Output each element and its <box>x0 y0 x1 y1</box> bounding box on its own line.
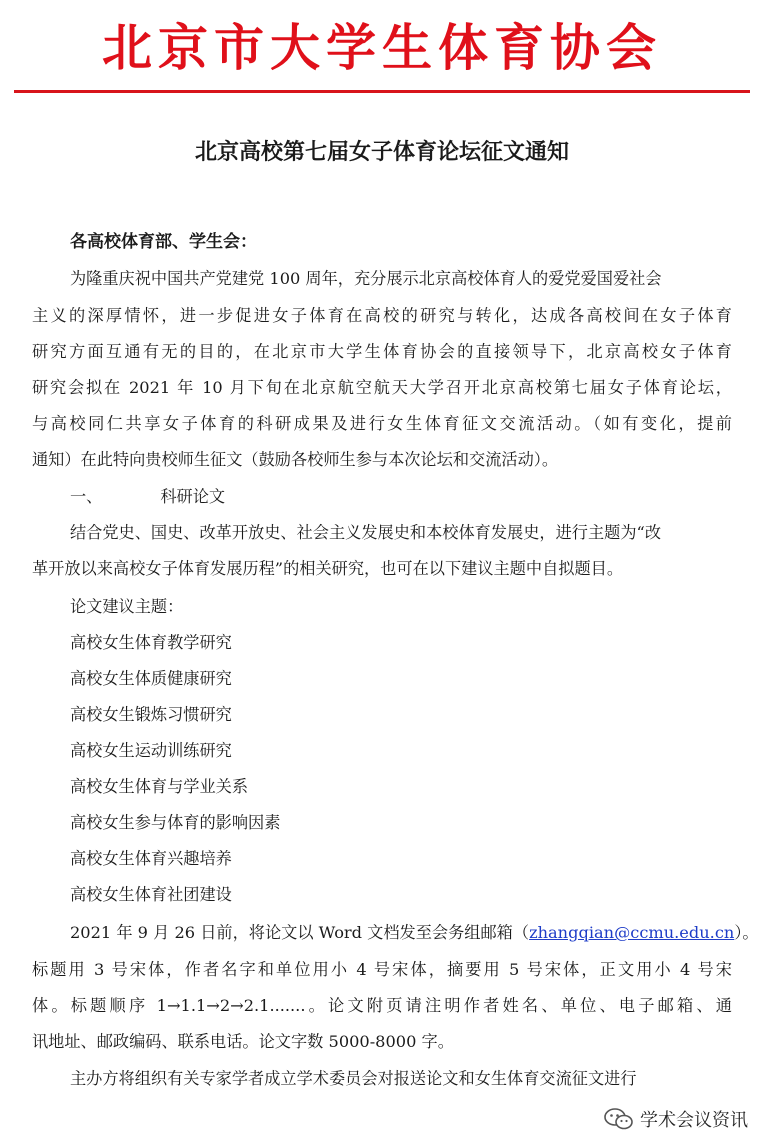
section-title: 科研论文 <box>160 487 226 506</box>
submission-line: 体。标题顺序 1→1.1→2→2.1.......。论文附页请注明作者姓名、单位、电子邮箱、通 <box>32 996 732 1015</box>
topic-item: 高校女生锻炼习惯研究 <box>70 705 232 724</box>
salutation: 各高校体育部、学生会： <box>70 232 257 252</box>
topic-item: 高校女生体质健康研究 <box>70 669 232 688</box>
document-title: 北京高校第七届女子体育论坛征文通知 <box>194 140 569 165</box>
wechat-icon <box>604 1107 634 1131</box>
header-divider <box>14 90 750 93</box>
email-link[interactable]: zhangqian@ccmu.edu.cn <box>529 923 735 942</box>
watermark-text: 学术会议资讯 <box>640 1110 748 1131</box>
topic-item: 高校女生体育兴趣培养 <box>70 849 232 868</box>
topic-item: 高校女生运动训练研究 <box>70 741 232 760</box>
submission-text: ）。 <box>734 923 759 942</box>
intro-line: 与高校同仁共享女子体育的科研成果及进行女生体育征文交流活动。（如有变化，提前 <box>32 414 732 433</box>
submission-line: 讯地址、邮政编码、联系电话。论文字数 5000-8000 字。 <box>32 1032 454 1051</box>
section-line: 结合党史、国史、改革开放史、社会主义发展史和本校体育发展史，进行主题为“改 <box>70 523 662 542</box>
intro-line: 通知）在此特向贵校师生征文（鼓励各校师生参与本次论坛和交流活动）。 <box>32 450 559 469</box>
topic-item: 高校女生体育社团建设 <box>70 885 232 904</box>
section-line: 革开放以来高校女子体育发展历程”的相关研究，也可在以下建议主题中自拟题目。 <box>32 559 624 578</box>
section-number: 一、 <box>70 487 103 506</box>
intro-line: 研究方面互通有无的目的，在北京市大学生体育协会的直接领导下，北京高校女子体育 <box>32 342 732 361</box>
submission-text: 2021 年 9 月 26 日前，将论文以 Word 文档发至会务组邮箱（ <box>70 923 530 942</box>
topics-heading: 论文建议主题： <box>70 597 184 616</box>
watermark <box>604 1106 748 1132</box>
organization-header: 北京市大学生体育协会 <box>102 19 662 77</box>
intro-line: 研究会拟在 2021 年 10 月下旬在北京航空航天大学召开北京高校第七届女子体育论坛， <box>32 378 732 397</box>
closing-line: 主办方将组织有关专家学者成立学术委员会对报送论文和女生体育交流征文进行 <box>70 1069 637 1088</box>
topic-item: 高校女生体育与学业关系 <box>70 777 249 796</box>
topic-item: 高校女生参与体育的影响因素 <box>70 813 281 832</box>
section-heading <box>70 486 225 508</box>
intro-line: 为隆重庆祝中国共产党建党 100 周年，充分展示北京高校体育人的爱党爱国爱社会 <box>70 269 662 288</box>
submission-line <box>70 922 759 944</box>
submission-line: 标题用 3 号宋体，作者名字和单位用小 4 号宋体，摘要用 5 号宋体，正文用小 4 号宋 <box>32 960 732 979</box>
intro-line: 主义的深厚情怀，进一步促进女子体育在高校的研究与转化，达成各高校间在女子体育 <box>32 306 732 325</box>
topic-item: 高校女生体育教学研究 <box>70 633 232 652</box>
